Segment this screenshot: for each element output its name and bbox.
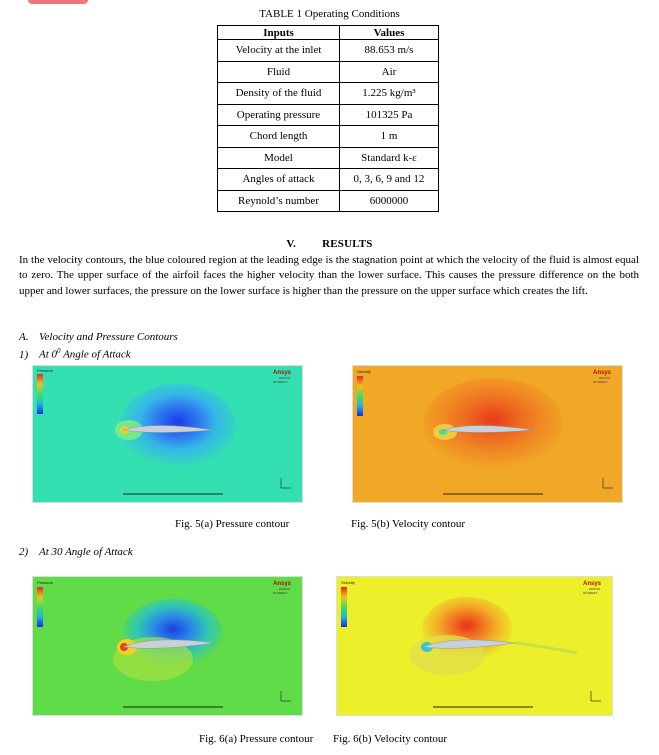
subsection-a-title: Velocity and Pressure Contours <box>39 331 178 343</box>
table-row <box>218 147 439 169</box>
table-cell: Fluid <box>218 61 340 83</box>
table-cell: Reynold’s number <box>218 190 340 212</box>
subsection-2-label: 2) <box>19 546 29 558</box>
table-header-row <box>218 26 439 40</box>
table-cell: 0, 3, 6, 9 and 12 <box>340 169 439 191</box>
section-number: V. <box>286 238 297 250</box>
fig6a-legend-bar <box>37 587 43 627</box>
table-row <box>218 83 439 105</box>
subsection-1-heading <box>19 347 131 361</box>
header-logo-fragment <box>28 0 88 4</box>
table-row <box>218 40 439 62</box>
subsection-1-title-sup: 0 <box>57 347 61 355</box>
table-header-inputs: Inputs <box>218 26 340 40</box>
fig6b-ansys-student: STUDENT <box>583 591 598 595</box>
table-cell: Operating pressure <box>218 104 340 126</box>
table-row <box>218 61 439 83</box>
table-cell: Velocity at the inlet <box>218 40 340 62</box>
table-cell: Standard k-ε <box>340 147 439 169</box>
fig5b-caption: Fig. 5(b) Velocity contour <box>351 518 466 530</box>
fig5b-velocity-contour <box>352 365 623 503</box>
fig6a-ansys-student: STUDENT <box>273 591 288 595</box>
table-row <box>218 126 439 148</box>
fig5a-ansys-logo: Ansys <box>273 370 292 376</box>
subsection-a-label: A. <box>19 331 29 343</box>
fig5a-caption: Fig. 5(a) Pressure contour <box>175 518 290 530</box>
subsection-1-title-pre: At 0 <box>39 348 58 361</box>
fig6a-ansys-sub: 2023 R1 <box>279 587 291 591</box>
table-row <box>218 190 439 212</box>
table-cell: Chord length <box>218 126 340 148</box>
fig5b-legend-bar <box>357 376 363 416</box>
table-cell: 1.225 kg/m³ <box>340 83 439 105</box>
section-title: RESULTS <box>322 238 373 250</box>
fig6b-ansys-sub: 2023 R1 <box>589 587 601 591</box>
fig5a-ansys-sub: 2023 R1 <box>279 376 291 380</box>
operating-conditions-table <box>217 25 439 212</box>
fig5b-ansys-student: STUDENT <box>593 380 608 384</box>
table-cell: 1 m <box>340 126 439 148</box>
section-heading <box>0 238 659 250</box>
table-cell: Model <box>218 147 340 169</box>
fig6b-ansys-logo: Ansys <box>583 581 602 587</box>
fig5a-legend-bar <box>37 374 43 414</box>
fig5a-ansys-student: STUDENT <box>273 380 288 384</box>
table-cell: Density of the fluid <box>218 83 340 105</box>
table-title: TABLE 1 Operating Conditions <box>259 8 400 20</box>
subsection-1-label: 1) <box>19 348 29 361</box>
fig6b-caption: Fig. 6(b) Velocity contour <box>333 733 448 745</box>
subsection-1-title-post: Angle of Attack <box>60 348 131 361</box>
subsection-2-title: At 30 Angle of Attack <box>39 546 133 558</box>
fig6b-legend-bar <box>341 587 347 627</box>
table-row <box>218 169 439 191</box>
fig5a-pressure-contour <box>32 365 303 503</box>
subsection-2-heading <box>19 546 133 558</box>
fig6a-ansys-logo: Ansys <box>273 581 292 587</box>
fig5b-ansys-logo: Ansys <box>593 370 612 376</box>
fig6b-velocity-contour <box>336 576 613 716</box>
table-cell: 88.653 m/s <box>340 40 439 62</box>
fig6a-caption: Fig. 6(a) Pressure contour <box>199 733 314 745</box>
table-cell: Air <box>340 61 439 83</box>
fig5b-high-velocity-zone <box>423 378 563 470</box>
table-cell: Angles of attack <box>218 169 340 191</box>
table-cell: 6000000 <box>340 190 439 212</box>
fig6a-legend-title: Pressure <box>37 580 54 585</box>
results-paragraph: In the velocity contours, the blue coloured region at the leading edge is the stagnation point at which the velocity of the fluid is almost equal to zero. The upper surface of the airfoil faces the higher velocity than the lower surface. This causes the pressure difference on the both upper and lower surfaces, the pressure on the lower surface is higher than the pressure on the upper surface which creates the lift. <box>19 254 639 297</box>
fig6b-legend-title: Velocity <box>341 580 355 585</box>
subsection-a-heading <box>19 331 178 343</box>
table-row <box>218 104 439 126</box>
fig5b-legend-title: Velocity <box>357 369 371 374</box>
fig5b-ansys-sub: 2023 R1 <box>599 376 611 380</box>
table-cell: 101325 Pa <box>340 104 439 126</box>
fig6a-pressure-contour <box>32 576 303 716</box>
fig5a-legend-title: Pressure <box>37 368 54 373</box>
table-header-values: Values <box>340 26 439 40</box>
